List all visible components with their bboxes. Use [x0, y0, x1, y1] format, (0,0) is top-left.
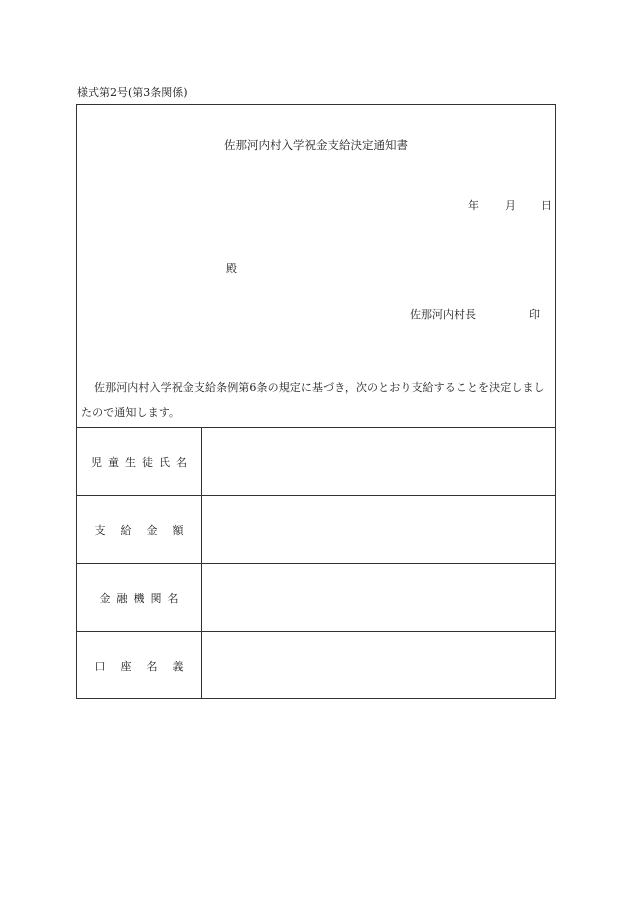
document-title: 佐那河内村入学祝金支給決定通知書 [224, 138, 408, 152]
label-bank-name: 金融機関名 [77, 564, 202, 631]
seal-mark: 印 [529, 308, 540, 321]
date-month-label: 月 [505, 199, 516, 212]
date-day-label: 日 [541, 199, 552, 212]
value-student-name [202, 428, 555, 495]
label-student-name: 児童生徒氏名 [77, 428, 202, 495]
date-year-label: 年 [468, 199, 479, 212]
table-row [77, 495, 555, 563]
notice-frame [76, 104, 556, 699]
form-number-label: 様式第2号(第3条関係) [77, 86, 188, 99]
table-row [77, 631, 555, 699]
addressee-suffix: 殿 [226, 262, 237, 275]
table-row [77, 563, 555, 631]
value-bank-name [202, 564, 555, 631]
value-payment-amount [202, 496, 555, 563]
table-row [77, 427, 555, 495]
label-payment-amount: 支給金額 [77, 496, 202, 563]
value-account-holder [202, 632, 555, 699]
details-table [77, 427, 555, 699]
label-account-holder: 口座名義 [77, 632, 202, 699]
notice-body-text: 佐那河内村入学祝金支給条例第6条の規定に基づき，次のとおり支給することを決定しましたので通知します。 [81, 381, 545, 419]
issuer-name: 佐那河内村長 [410, 308, 476, 321]
